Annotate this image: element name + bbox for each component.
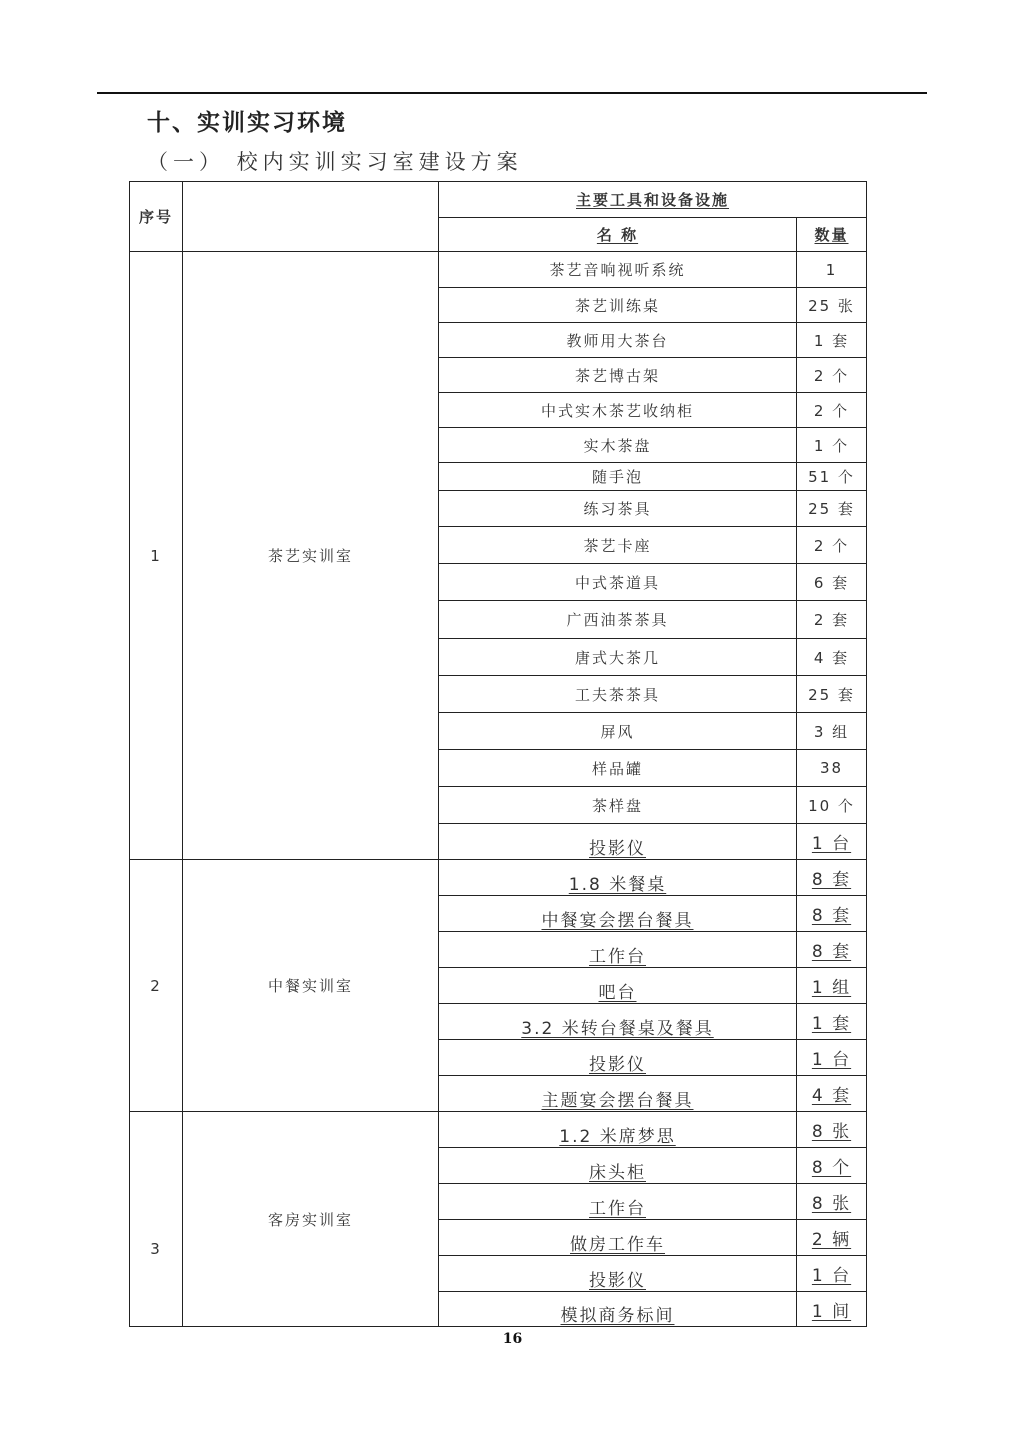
header-equipment-group: 主要工具和设备设施	[439, 182, 867, 218]
item-name: 工作台	[439, 932, 797, 968]
item-name: 广西油茶茶具	[439, 601, 797, 639]
item-name: 中餐宴会摆台餐具	[439, 896, 797, 932]
item-qty: 8 套	[797, 932, 867, 968]
item-name: 中式实木茶艺收纳柜	[439, 393, 797, 428]
item-name: 投影仪	[439, 1040, 797, 1076]
item-name: 样品罐	[439, 750, 797, 787]
item-name: 3.2 米转台餐桌及餐具	[439, 1004, 797, 1040]
item-name: 茶艺博古架	[439, 358, 797, 393]
item-qty: 1 台	[797, 824, 867, 860]
item-name: 投影仪	[439, 1256, 797, 1292]
item-name: 茶艺音响视听系统	[439, 252, 797, 288]
header-room-blank	[183, 182, 439, 252]
table-row	[130, 1112, 867, 1148]
header-rule	[97, 92, 927, 94]
item-qty: 51 个	[797, 463, 867, 491]
item-qty: 2 套	[797, 601, 867, 639]
item-name: 床头柜	[439, 1148, 797, 1184]
item-qty: 38	[797, 750, 867, 787]
item-qty: 2 辆	[797, 1220, 867, 1256]
item-qty: 25 张	[797, 288, 867, 323]
item-name: 吧台	[439, 968, 797, 1004]
item-qty: 8 套	[797, 860, 867, 896]
item-qty: 4 套	[797, 1076, 867, 1112]
item-qty: 1 组	[797, 968, 867, 1004]
item-name: 茶样盘	[439, 787, 797, 824]
page-number: 16	[502, 1331, 523, 1347]
item-name: 1.2 米席梦思	[439, 1112, 797, 1148]
item-name: 茶艺卡座	[439, 527, 797, 564]
item-qty: 1 套	[797, 1004, 867, 1040]
header-name: 名 称	[439, 218, 797, 252]
section-heading: 十、实训实习环境	[147, 110, 347, 136]
item-qty: 3 组	[797, 713, 867, 750]
item-name: 投影仪	[439, 824, 797, 860]
item-qty: 25 套	[797, 491, 867, 527]
item-qty: 4 套	[797, 639, 867, 676]
item-qty: 8 套	[797, 896, 867, 932]
item-name: 做房工作车	[439, 1220, 797, 1256]
item-qty: 8 张	[797, 1184, 867, 1220]
item-qty: 2 个	[797, 527, 867, 564]
item-name: 模拟商务标间	[439, 1292, 797, 1327]
item-name: 屏风	[439, 713, 797, 750]
item-name: 练习茶具	[439, 491, 797, 527]
item-name: 唐式大茶几	[439, 639, 797, 676]
item-name: 教师用大茶台	[439, 323, 797, 358]
item-qty: 8 个	[797, 1148, 867, 1184]
item-name: 茶艺训练桌	[439, 288, 797, 323]
item-qty: 1 间	[797, 1292, 867, 1327]
table-row	[130, 252, 867, 288]
item-qty: 25 套	[797, 676, 867, 713]
item-name: 工作台	[439, 1184, 797, 1220]
item-qty: 1	[797, 252, 867, 288]
item-qty: 1 台	[797, 1256, 867, 1292]
item-qty: 8 张	[797, 1112, 867, 1148]
item-name: 随手泡	[439, 463, 797, 491]
item-name: 主题宴会摆台餐具	[439, 1076, 797, 1112]
item-name: 中式茶道具	[439, 564, 797, 601]
room-name: 中餐实训室	[183, 860, 439, 1112]
seq-cell: 2	[130, 860, 183, 1112]
seq-cell: 1	[130, 252, 183, 860]
item-name: 实木茶盘	[439, 428, 797, 463]
item-qty: 1 台	[797, 1040, 867, 1076]
item-name: 1.8 米餐桌	[439, 860, 797, 896]
subsection-heading: （一） 校内实训实习室建设方案	[147, 150, 523, 174]
table-header-row	[130, 182, 867, 218]
item-qty: 6 套	[797, 564, 867, 601]
training-room-table	[129, 181, 867, 1327]
item-qty: 1 套	[797, 323, 867, 358]
item-qty: 1 个	[797, 428, 867, 463]
item-qty: 10 个	[797, 787, 867, 824]
item-qty: 2 个	[797, 393, 867, 428]
header-qty: 数量	[797, 218, 867, 252]
header-seq: 序号	[130, 182, 183, 252]
item-name: 工夫茶茶具	[439, 676, 797, 713]
table-row	[130, 860, 867, 896]
room-name: 茶艺实训室	[183, 252, 439, 860]
item-qty: 2 个	[797, 358, 867, 393]
seq-cell: 3	[130, 1112, 183, 1327]
room-name: 客房实训室	[183, 1112, 439, 1327]
